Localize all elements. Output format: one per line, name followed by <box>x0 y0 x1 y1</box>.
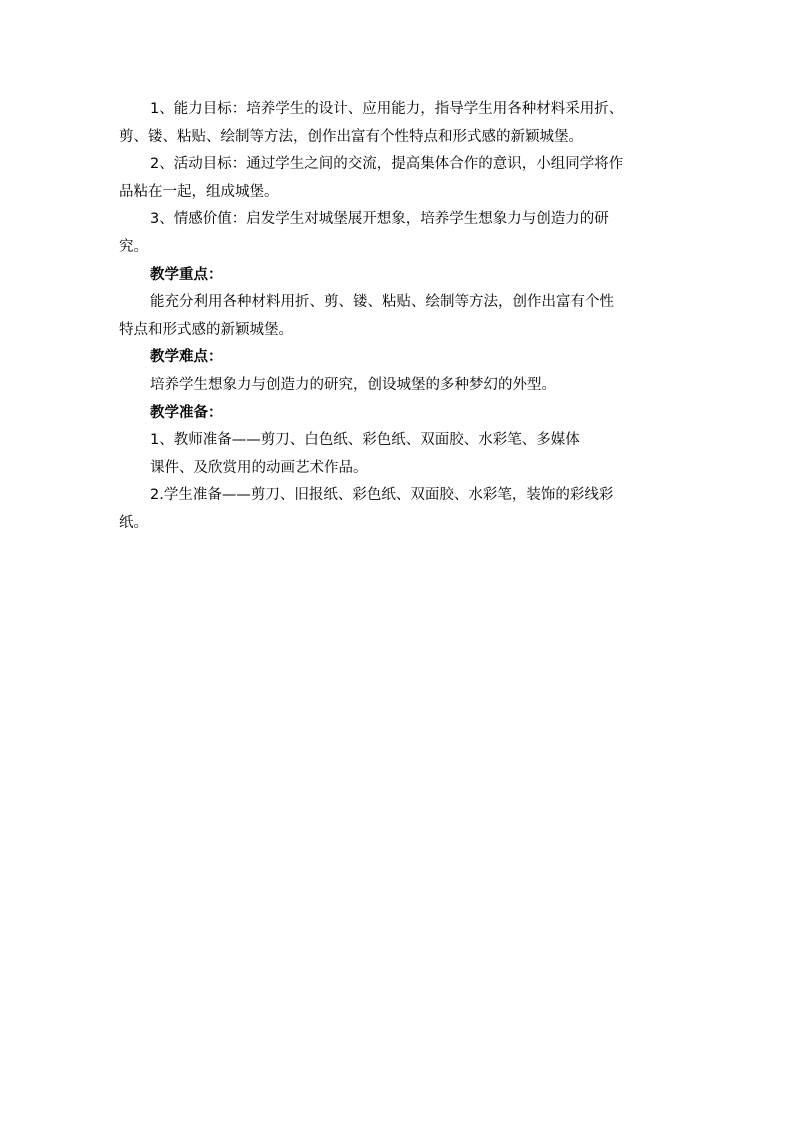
goal-activity-line-1: 2、活动目标：通过学生之间的交流，提高集体合作的意识，小组同学将作 <box>150 156 624 173</box>
difficulties-heading: 教学难点： <box>150 349 223 366</box>
difficulties-line-1: 培养学生想象力与创造力的研究，创设城堡的多种梦幻的外型。 <box>150 376 556 393</box>
goal-ability-line-2: 剪、镂、粘贴、绘制等方法，创作出富有个性特点和形式感的新颖城堡。 <box>119 128 583 145</box>
student-preparation-line-1: 2.学生准备——剪刀、旧报纸、彩色纸、双面胶、水彩笔，装饰的彩线彩 <box>150 487 614 504</box>
student-preparation-line-2: 纸。 <box>119 514 148 531</box>
key-points-heading: 教学重点： <box>150 266 223 283</box>
difficulties-text <box>119 372 679 400</box>
goal-activity-line-2: 品粘在一起，组成城堡。 <box>119 183 279 200</box>
key-points-line-2: 特点和形式感的新颖城堡。 <box>119 321 293 338</box>
goal-activity <box>119 151 679 206</box>
goal-ability-line-1: 1、能力目标：培养学生的设计、应用能力，指导学生用各种材料采用折、 <box>150 101 624 117</box>
goal-emotion <box>119 206 679 261</box>
teacher-preparation <box>119 427 679 482</box>
goal-ability <box>119 96 679 151</box>
document-page <box>119 96 679 538</box>
teacher-preparation-line-2: 课件、及欣赏用的动画艺术作品。 <box>150 459 368 476</box>
key-points-line-1: 能充分利用各种材料用折、剪、镂、粘贴、绘制等方法，创作出富有个性 <box>150 294 614 311</box>
key-points-text <box>119 289 679 344</box>
teacher-preparation-line-1: 1、教师准备——剪刀、白色纸、彩色纸、双面胶、水彩笔、多媒体 <box>150 432 580 449</box>
goal-emotion-line-1: 3、情感价值：启发学生对城堡展开想象，培养学生想象力与创造力的研 <box>150 211 609 228</box>
goal-emotion-line-2: 究。 <box>119 238 148 255</box>
student-preparation <box>119 482 679 537</box>
preparation-heading: 教学准备： <box>150 404 223 421</box>
